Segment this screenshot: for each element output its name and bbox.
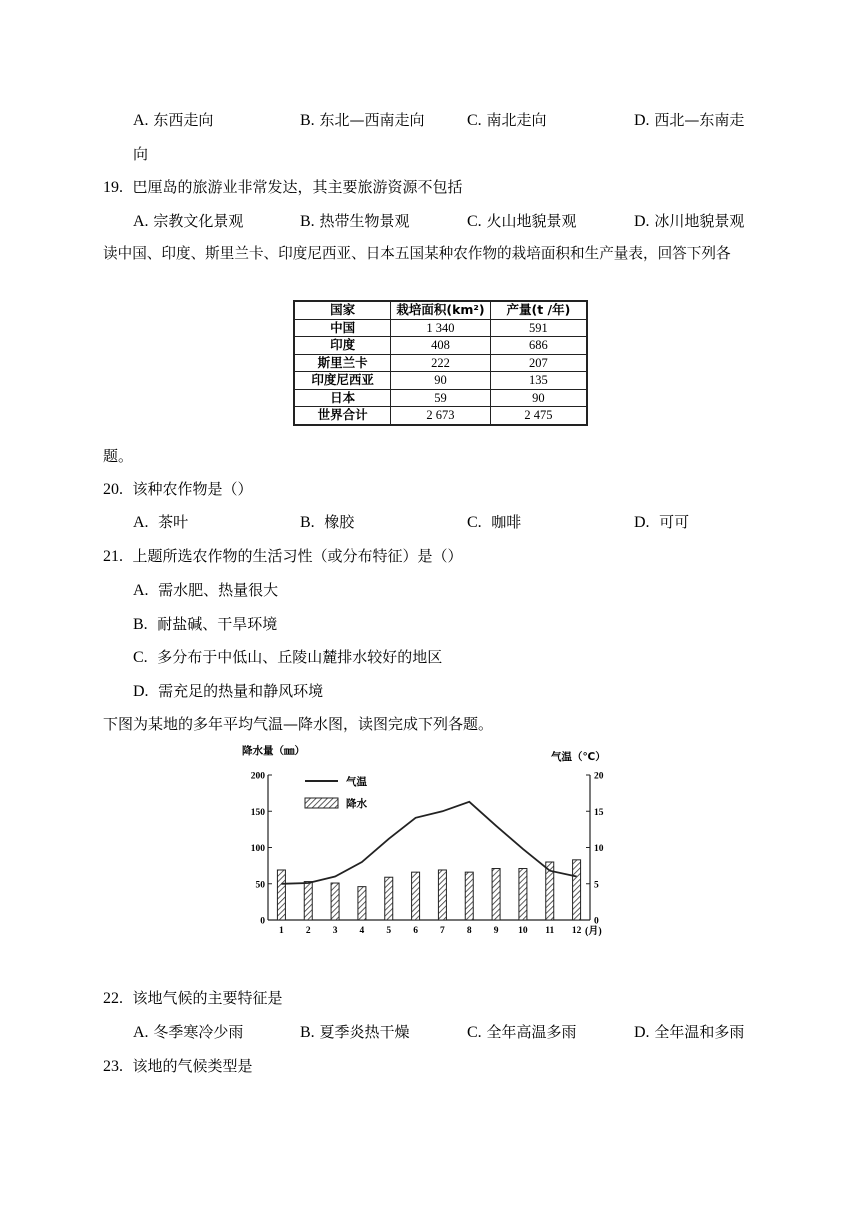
cell-area: 59 (391, 389, 491, 407)
x-tick-label: 3 (332, 926, 338, 936)
x-tick-label: 9 (493, 926, 499, 936)
precip-bar (412, 872, 420, 920)
y-tick-label: 0 (260, 916, 265, 927)
cell-output: 135 (490, 372, 587, 390)
q18-option-d[interactable]: D. 西北—东南走 (634, 111, 745, 129)
legend-precip-swatch (305, 798, 338, 808)
precip-bar (492, 869, 500, 920)
y2-axis-label: 气温（℃） (551, 751, 606, 763)
cell-country: 斯里兰卡 (294, 354, 391, 372)
q20-stem: 20. 该种农作物是（） (103, 480, 253, 498)
precip-bar (385, 877, 393, 920)
x-tick-label: 8 (466, 926, 472, 936)
legend-precip-label: 降水 (346, 798, 367, 810)
q22-option-b[interactable]: B. 夏季炎热干燥 (300, 1023, 410, 1041)
chart-intro: 下图为某地的多年平均气温—降水图，读图完成下列各题。 (103, 715, 494, 733)
legend-temp-label: 气温 (346, 776, 367, 788)
y-tick-label: 50 (255, 880, 265, 891)
q20-option-a[interactable]: A. 茶叶 (133, 513, 189, 531)
precip-bar (438, 870, 446, 920)
cell-country: 世界合计 (294, 407, 391, 425)
x-tick-label: 7 (440, 926, 445, 936)
cell-area: 1 340 (391, 319, 491, 337)
cell-output: 90 (490, 389, 587, 407)
cell-country: 印度尼西亚 (294, 372, 391, 390)
table-header-row (294, 301, 587, 319)
cell-country: 中国 (294, 319, 391, 337)
y2-tick-label: 10 (594, 844, 604, 854)
precip-bar (304, 882, 312, 920)
header-output: 产量(t /年) (490, 301, 587, 319)
cell-output: 207 (490, 354, 587, 372)
q19-option-a[interactable]: A. 宗教文化景观 (133, 212, 244, 230)
precip-bar (519, 869, 527, 920)
q22-option-a[interactable]: A. 冬季寒冷少雨 (133, 1023, 244, 1041)
x-tick-label: 10 (518, 926, 528, 936)
table-row (294, 319, 587, 337)
q21-option-d[interactable]: D. 需充足的热量和静风环境 (133, 682, 324, 700)
cell-output: 686 (490, 337, 587, 355)
table-row (294, 372, 587, 390)
x-tick-label: 12 (571, 926, 582, 936)
table-row (294, 354, 587, 372)
y2-tick-label: 0 (594, 916, 599, 927)
table-row (294, 389, 587, 407)
header-area: 栽培面积(km²) (391, 301, 491, 319)
q18-option-b[interactable]: B. 东北—西南走向 (300, 111, 425, 129)
q20-option-c[interactable]: C. 咖啡 (467, 513, 522, 531)
q23-stem: 23. 该地的气候类型是 (103, 1057, 253, 1075)
q19-option-d[interactable]: D. 冰川地貌景观 (634, 212, 745, 230)
cell-area: 408 (391, 337, 491, 355)
q19-option-c[interactable]: C. 火山地貌景观 (467, 212, 577, 230)
q21-option-c[interactable]: C. 多分布于中低山、丘陵山麓排水较好的地区 (133, 648, 443, 666)
x-tick-label: 4 (359, 926, 365, 936)
climate-chart (238, 740, 613, 946)
x-tick-label: 6 (413, 926, 418, 936)
q18-option-c[interactable]: C. 南北走向 (467, 111, 547, 129)
y-tick-label: 200 (250, 771, 265, 782)
q19-stem: 19. 巴厘岛的旅游业非常发达，其主要旅游资源不包括 (103, 178, 463, 196)
table-row (294, 407, 587, 425)
y-axis-label: 降水量（㎜） (242, 745, 305, 757)
y2-tick-label: 15 (594, 807, 604, 818)
cell-area: 2 673 (391, 407, 491, 425)
q21-stem: 21. 上题所选农作物的生活习性（或分布特征）是（） (103, 547, 463, 565)
q18-option-d-wrap: 向 (133, 145, 149, 163)
q21-option-b[interactable]: B. 耐盐碱、干旱环境 (133, 615, 278, 633)
precip-bar (573, 860, 581, 920)
x-tick-label: 2 (305, 926, 311, 936)
x-tick-label: 5 (386, 926, 392, 936)
cell-output: 591 (490, 319, 587, 337)
q19-option-b[interactable]: B. 热带生物景观 (300, 212, 410, 230)
cell-country: 印度 (294, 337, 391, 355)
table-intro-line2: 题。 (103, 447, 134, 465)
table-intro-line1: 读中国、印度、斯里兰卡、印度尼西亚、日本五国某种农作物的栽培面积和生产量表，回答下列各 (103, 245, 731, 262)
q22-stem: 22. 该地气候的主要特征是 (103, 989, 283, 1007)
cell-area: 222 (391, 354, 491, 372)
x-axis-unit: (月) (585, 926, 602, 937)
q22-option-c[interactable]: C. 全年高温多雨 (467, 1023, 577, 1041)
q18-option-a[interactable]: A. 东西走向 (133, 111, 214, 129)
precip-bar (465, 872, 473, 920)
x-tick-label: 11 (545, 926, 555, 936)
q20-option-b[interactable]: B. 橡胶 (300, 513, 355, 531)
table-row (294, 337, 587, 355)
y2-tick-label: 5 (594, 880, 599, 891)
y-tick-label: 150 (250, 807, 265, 818)
precip-bar (277, 870, 285, 920)
q20-option-d[interactable]: D. 可可 (634, 513, 690, 531)
q21-option-a[interactable]: A. 需水肥、热量很大 (133, 581, 279, 599)
cell-area: 90 (391, 372, 491, 390)
header-country: 国家 (294, 301, 391, 319)
x-tick-label: 1 (279, 926, 284, 936)
cell-output: 2 475 (490, 407, 587, 425)
q22-option-d[interactable]: D. 全年温和多雨 (634, 1023, 745, 1041)
precip-bar (358, 887, 366, 920)
crop-table (293, 300, 588, 426)
cell-country: 日本 (294, 389, 391, 407)
y-tick-label: 100 (250, 844, 265, 854)
y2-tick-label: 20 (594, 771, 604, 782)
precip-bar (331, 883, 339, 920)
